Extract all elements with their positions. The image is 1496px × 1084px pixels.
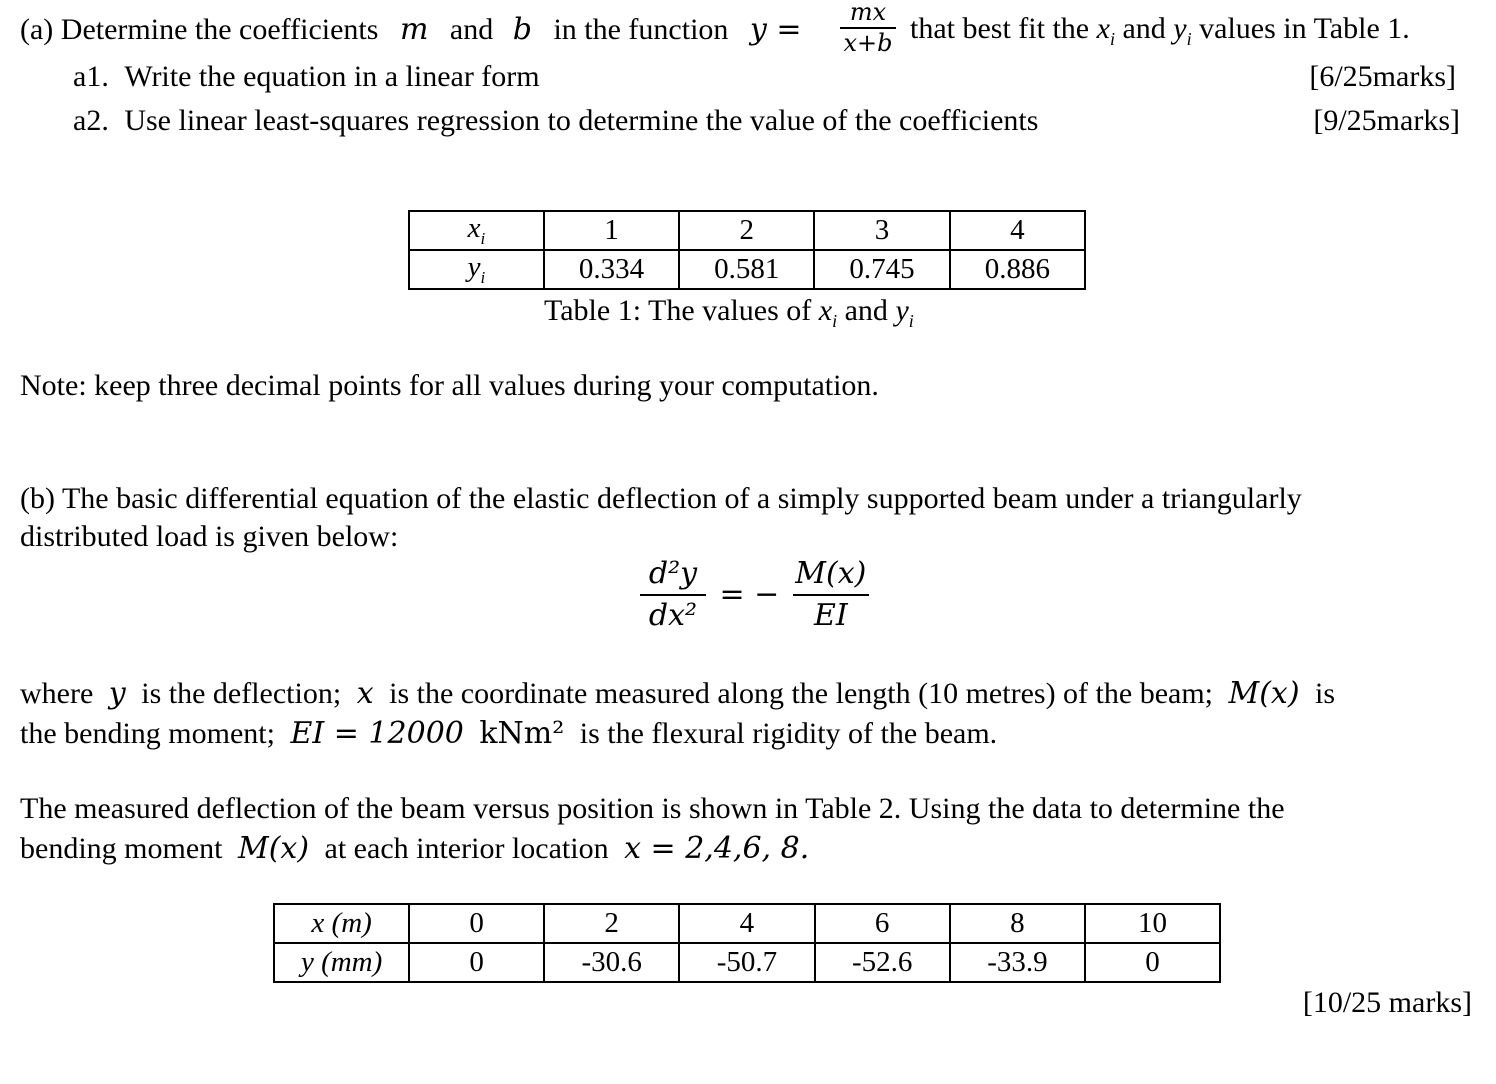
where-bending-moment: the bending moment; [20,717,275,750]
where-coordinate: is the coordinate measured along the length (10 metres) of the beam; [389,677,1213,710]
measured-line-1: The measured deflection of the beam versus position is shown in Table 2. Using the data to determine the [20,792,1285,825]
table-2-row-y [274,943,1220,982]
a2-label: a2. [73,104,109,137]
values-text: values in Table 1. [1199,12,1410,45]
fraction-numerator: mx [849,0,887,26]
caption-y: y [895,294,909,327]
var-m: m [399,12,429,47]
table-2-cell: 0 [1085,943,1220,982]
a1-text: Write the equation in a linear form [124,60,540,93]
part-b-marks: [10/25 marks] [1302,986,1472,1019]
measured-interior: at each interior location [324,832,609,865]
table-1-cell: 0.334 [544,250,679,289]
and-word: and [449,13,494,46]
table-2 [273,903,1221,983]
table-2-cell: 0 [409,943,544,982]
table-1-cell: 4 [950,211,1085,250]
table-2-cell: -30.6 [544,943,679,982]
table-1-y-symbol: y [467,251,481,284]
caption-y-sub: i [908,311,914,331]
table-1-header-x [409,211,544,250]
table-1-cell: 0.581 [679,250,814,289]
where-flexural: is the flexural rigidity of the beam. [579,717,998,750]
caption-x: x [818,294,833,327]
eq-rhs-denominator: EI [813,597,848,633]
table-2-row-x [274,904,1220,943]
table-1-y-sub: i [480,267,486,287]
fraction-denominator: x+b [843,29,893,57]
eq-lhs-bar [640,594,706,596]
caption-and: and [844,294,888,327]
part-a-question-tail [910,12,1410,50]
eq-lhs-numerator: d²y [648,556,698,591]
table-2-cell: 10 [1085,904,1220,943]
where-line-1 [20,676,1335,711]
table-1 [408,210,1086,290]
table-1-caption [544,294,914,332]
where-units: kNm² [479,716,565,751]
a1-label: a1. [73,60,109,93]
table-2-cell: 4 [679,904,814,943]
table-2-cell: -50.7 [679,943,814,982]
measured-line-2 [20,831,809,866]
table-2-cell: -33.9 [950,943,1085,982]
measured-M: M(x) [237,831,310,866]
a1-marks: [6/25marks] [1309,60,1456,93]
eq-rhs-fraction [793,558,869,631]
table-1-cell: 0.886 [950,250,1085,289]
table-1-x-symbol: x [467,212,481,245]
table-2-cell: 0 [409,904,544,943]
table-1-cell: 0.745 [814,250,949,289]
where-M: M(x) [1228,676,1300,711]
eq-rhs-numerator: M(x) [795,556,867,591]
table-1-header-y [409,250,544,289]
table-2-cell: 6 [815,904,950,943]
table-1-x-sub: i [480,228,486,248]
in-function-text: in the function [553,13,729,46]
a2-text: Use linear least-squares regression to determine the value of the coefficients [124,104,1039,137]
var-b: b [512,12,532,47]
measured-x: x = 2,4,6, 8. [624,831,810,866]
a2-marks: [9/25marks] [1313,104,1460,137]
function-lhs: y = [749,12,802,47]
function-fraction [838,0,898,57]
table-2-cell: 8 [950,904,1085,943]
xi-symbol: x [1096,12,1110,45]
eq-lhs-denominator: dx² [648,597,698,633]
where-is: is [1315,677,1336,710]
part-b-line-2: distributed load is given below: [20,520,399,553]
table-2-cell: 2 [544,904,679,943]
where-deflection: is the deflection; [141,677,342,710]
caption-x-sub: i [832,311,838,331]
table-2-cell: -52.6 [815,943,950,982]
where-line-2 [20,716,997,751]
table-2-header-x: x (m) [274,904,409,943]
eq-lhs-fraction [640,558,706,631]
note-text: Note: keep three decimal points for all values during your computation. [20,369,879,402]
table-1-cell: 2 [679,211,814,250]
and-text: and [1122,12,1166,45]
where-word: where [20,677,94,710]
xi-subscript: i [1109,29,1115,49]
a2-item [73,104,1038,138]
caption-text: Table 1: The values of [544,294,812,327]
part-a-intro: (a) Determine the coefficients [20,13,379,46]
where-EI: EI = 12000 [290,716,464,751]
yi-symbol: y [1173,12,1187,45]
table-2-header-y: y (mm) [274,943,409,982]
yi-subscript: i [1186,29,1192,49]
part-b-line-1: (b) The basic differential equation of the elastic deflection of a simply supported beam under a triangularly [20,482,1302,515]
eq-rhs-bar [793,594,869,596]
measured-bending: bending moment [20,832,223,865]
a1-item [73,60,540,94]
table-1-row-x [409,211,1085,250]
table-1-row-y [409,250,1085,289]
table-1-cell: 3 [814,211,949,250]
differential-equation [640,558,869,631]
table-1-cell: 1 [544,211,679,250]
where-x: x [356,676,374,711]
where-y: y [108,676,126,711]
part-a-question [20,12,802,47]
best-fit-text: that best fit the [910,12,1090,45]
eq-sign: = − [719,577,780,612]
